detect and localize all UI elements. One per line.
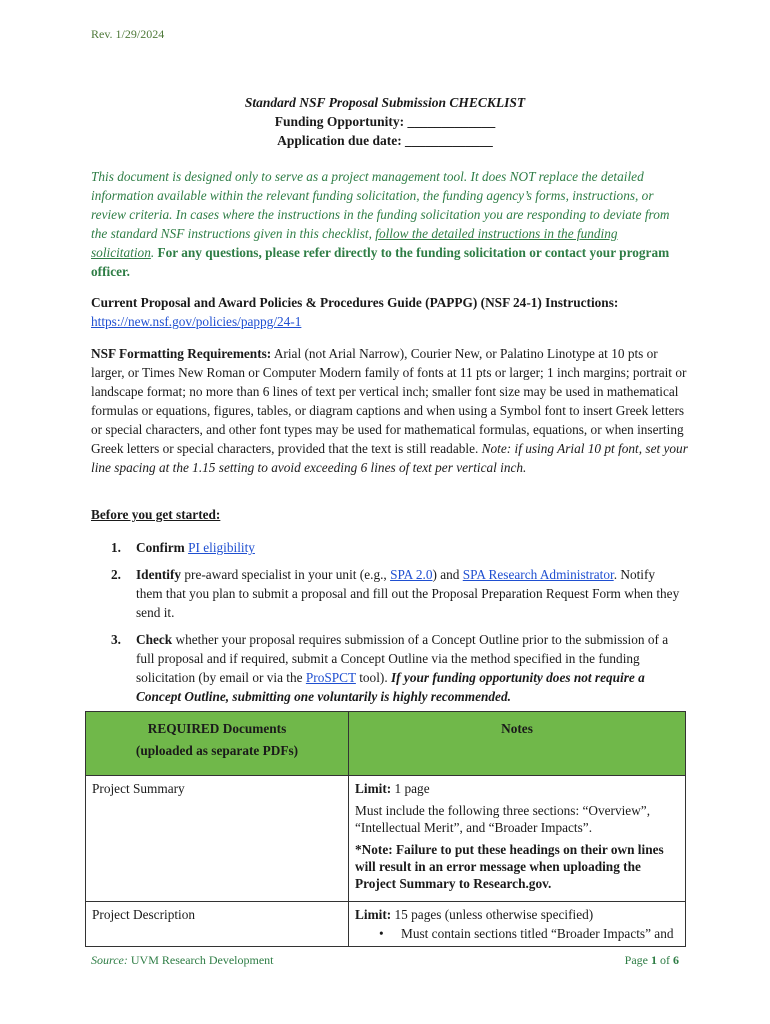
step-text: whether your proposal requires submission of a Concept Outline prior to the submission of a full proposal and if required, submit a Concept Outline via the method specified in the funding solicitation (by email or via the — [136, 632, 669, 685]
document-notes — [349, 902, 686, 947]
step-text: ) and — [432, 567, 463, 582]
prospct-link[interactable]: ProSPCT — [305, 670, 356, 685]
limit-label: Limit: — [355, 907, 392, 922]
step-3 — [91, 630, 681, 706]
pappg-url-link[interactable]: https://new.nsf.gov/policies/pappg/24-1 — [91, 314, 302, 329]
step-text: . Notify them that you plan to submit a proposal and fill out the Proposal Preparation Request Form when they send it. — [136, 567, 680, 620]
document-name: Project Summary — [86, 776, 349, 902]
page-word: Page — [624, 953, 651, 967]
note-warning: *Note: Failure to put these headings on their own lines will result in an error message when uploading the Project Summary to Research.gov. — [355, 842, 664, 891]
step-verb: Identify — [136, 567, 182, 582]
page-current: 1 — [651, 953, 657, 967]
of-word: of — [657, 953, 673, 967]
table-row — [86, 902, 686, 947]
steps-list — [91, 538, 681, 714]
spa-research-administrator-link[interactable]: SPA Research Administrator — [462, 567, 614, 582]
document-notes — [349, 776, 686, 902]
disclaimer-paragraph — [91, 167, 681, 281]
step-text: tool). — [355, 670, 391, 685]
document-title-block — [0, 93, 770, 150]
pappg-section — [91, 293, 691, 331]
step-number: 3. — [111, 632, 121, 647]
header-line: Notes — [501, 721, 533, 736]
page-total: 6 — [673, 953, 679, 967]
concept-outline-recommendation: If your funding opportunity does not require a Concept Outline, submitting one voluntarily is highly recommended. — [136, 670, 645, 704]
source-label: Source: — [91, 953, 128, 967]
document-title: Standard NSF Proposal Submission CHECKLIST — [244, 95, 526, 110]
required-documents-header — [86, 712, 349, 776]
limit-value: 1 page — [391, 781, 430, 796]
document-name: Project Description — [86, 902, 349, 947]
revision-date: Rev. 1/29/2024 — [91, 27, 165, 41]
header-line: REQUIRED Documents — [147, 721, 287, 736]
limit-label: Limit: — [355, 781, 392, 796]
source-value: UVM Research Development — [127, 953, 274, 967]
formatting-note: Note: if using Arial 10 pt font, set your line spacing at the 1.15 setting to avoid exceeding 6 lines of text per vertical inch. — [91, 441, 688, 475]
page-number — [625, 953, 679, 968]
formatting-text: Arial (not Arial Narrow), Courier New, or Palatino Linotype at 10 pts or larger, or Times New Roman or Computer Modern family of fonts at 11 pts or larger; 1 inch margins; portrait or landscape format; no more than 6 lines of text per vertical inch; smaller font size may be used in mathematical formulas or equations, figures, tables, or diagram captions and when using a Symbol font to insert Greek letters or special characters, and other font types may be used for mathematical formulas, equations, or when inserting Greek letters or special characters, provided that the text is still readable. — [91, 346, 687, 456]
pi-eligibility-link[interactable]: PI eligibility — [188, 540, 255, 555]
pappg-label: Current Proposal and Award Policies & Procedures Guide (PAPPG) (NSF 24-1) Instructions: — [91, 295, 619, 310]
formatting-requirements — [91, 344, 691, 477]
spa-2-link[interactable]: SPA 2.0 — [390, 567, 433, 582]
step-number: 2. — [111, 567, 121, 582]
step-verb: Confirm — [136, 540, 185, 555]
contact-program-officer-text: For any questions, please refer directly to the funding solicitation or contact your program officer. — [91, 245, 670, 279]
table-row — [86, 776, 686, 902]
before-you-start-heading: Before you get started: — [91, 507, 221, 522]
footer-source — [91, 953, 274, 968]
funding-opportunity-line: Funding Opportunity: _____________ — [274, 114, 496, 129]
step-verb: Check — [136, 632, 173, 647]
disclaimer-text: This document is designed only to serve as a project management tool. It does NOT replace the detailed information available within the relevant funding solicitation, the funding agency’s forms, instructions, or review criteria. In cases where the instructions in the funding solicitation you are responding to deviate from the standard NSF instructions given in this checklist, — [91, 169, 670, 241]
bullet-icon: • — [379, 926, 384, 941]
list-item — [355, 925, 679, 942]
limit-value: 15 pages (unless otherwise specified) — [391, 907, 594, 922]
bullet-text: Must contain sections titled “Broader Impacts” and — [401, 926, 674, 941]
header-line: (uploaded as separate PDFs) — [135, 743, 299, 758]
required-documents-table — [85, 711, 686, 947]
note-text: Must include the following three sections: “Overview”, “Intellectual Merit”, and “Broader Impacts”. — [355, 803, 651, 835]
step-number: 1. — [111, 540, 121, 555]
step-2 — [91, 565, 681, 622]
step-1 — [91, 538, 681, 557]
formatting-label: NSF Formatting Requirements: — [91, 346, 272, 361]
application-due-date-line: Application due date: _____________ — [277, 133, 493, 148]
solicitation-instructions-link[interactable]: follow the detailed instructions in the funding solicitation — [91, 226, 618, 260]
notes-header — [349, 712, 686, 776]
step-text: pre-award specialist in your unit (e.g., — [181, 567, 391, 582]
table-header-row — [86, 712, 686, 776]
disclaimer-period: . — [150, 245, 158, 260]
